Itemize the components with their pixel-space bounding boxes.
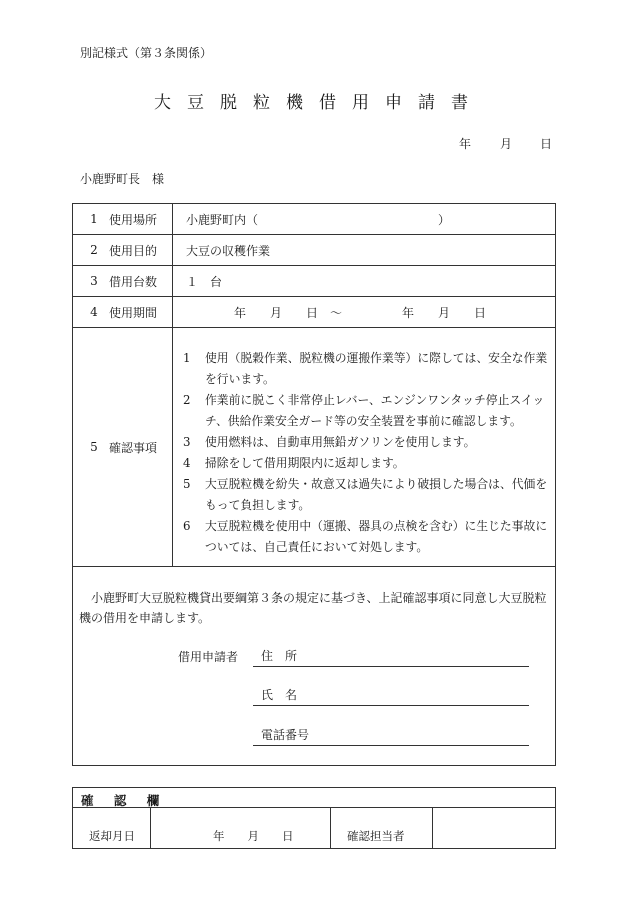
page-title: 大豆脱粒機借用申請書 [154,93,484,113]
confirmation-title: 確 認 欄 [81,793,168,808]
row-label: 借用台数 [109,274,158,289]
row-label: 使用目的 [109,243,158,258]
row-number: 5 [90,440,98,454]
row-label: 使用場所 [109,212,158,227]
row-label: 確認事項 [109,440,158,455]
addressee: 小鹿野町長 様 [80,172,165,186]
staff-label: 確認担当者 [347,829,405,843]
return-date-label: 返却月日 [89,829,135,843]
return-date-value: 年 月 日 [213,829,294,843]
name-field[interactable] [253,685,529,706]
list-item: 2 作業前に脱こく非常停止レバー、エンジンワンタッチ停止スイッチ、供給作業安全ガード等の安全装置を事前に確認します。 [183,393,545,428]
row-location [73,204,555,235]
list-item: 5 大豆脱粒機を紛失・故意又は過失により破損した場合は、代価をもって負担します。 [183,477,548,512]
row-number: 3 [90,274,98,288]
address-field[interactable] [253,646,529,667]
phone-label: 電話番号 [261,728,310,742]
applicant-label: 借用申請者 [178,650,239,664]
application-table [72,203,556,766]
form-reference: 別記様式（第３条関係） [80,46,213,60]
row-number: 4 [90,305,98,319]
list-item: 6 大豆脱粒機を使用中（運搬、器具の点検を含む）に生じた事故については、自己責任において対処します。 [183,519,548,554]
row-purpose [73,235,555,266]
phone-field[interactable] [253,725,529,746]
row-period [73,297,555,328]
date-day: 日 [540,137,553,151]
confirmation-list [181,348,551,558]
list-item: 3 使用燃料は、自動車用無鉛ガソリンを使用します。 [183,435,476,449]
return-date-field[interactable] [151,808,331,849]
purpose-field: 大豆の収穫作業 [186,243,271,258]
staff-field[interactable] [433,808,555,849]
period-field[interactable]: 年 月 日 ～ 年 月 日 [234,305,487,320]
list-item: 1 使用（脱穀作業、脱粒機の運搬作業等）に際しては、安全な作業を行います。 [183,351,548,386]
location-field[interactable]: 小鹿野町内（ ） [186,212,451,227]
date-month: 月 [500,137,513,151]
declaration-text: 小鹿野町大豆脱粒機貸出要綱第３条の規定に基づき、上記確認事項に同意し大豆脱粒機の借用を申請します。 [79,591,547,625]
row-number: 2 [90,243,98,257]
date-year: 年 [459,137,472,151]
list-item: 4 掃除をして借用期限内に返却します。 [183,456,405,470]
address-label: 住 所 [261,649,298,663]
row-number: 1 [90,212,98,226]
name-label: 氏 名 [261,688,298,702]
row-label: 使用期間 [109,305,158,320]
confirmation-box [72,787,556,849]
row-quantity [73,266,555,297]
quantity-field: １ 台 [186,274,223,289]
